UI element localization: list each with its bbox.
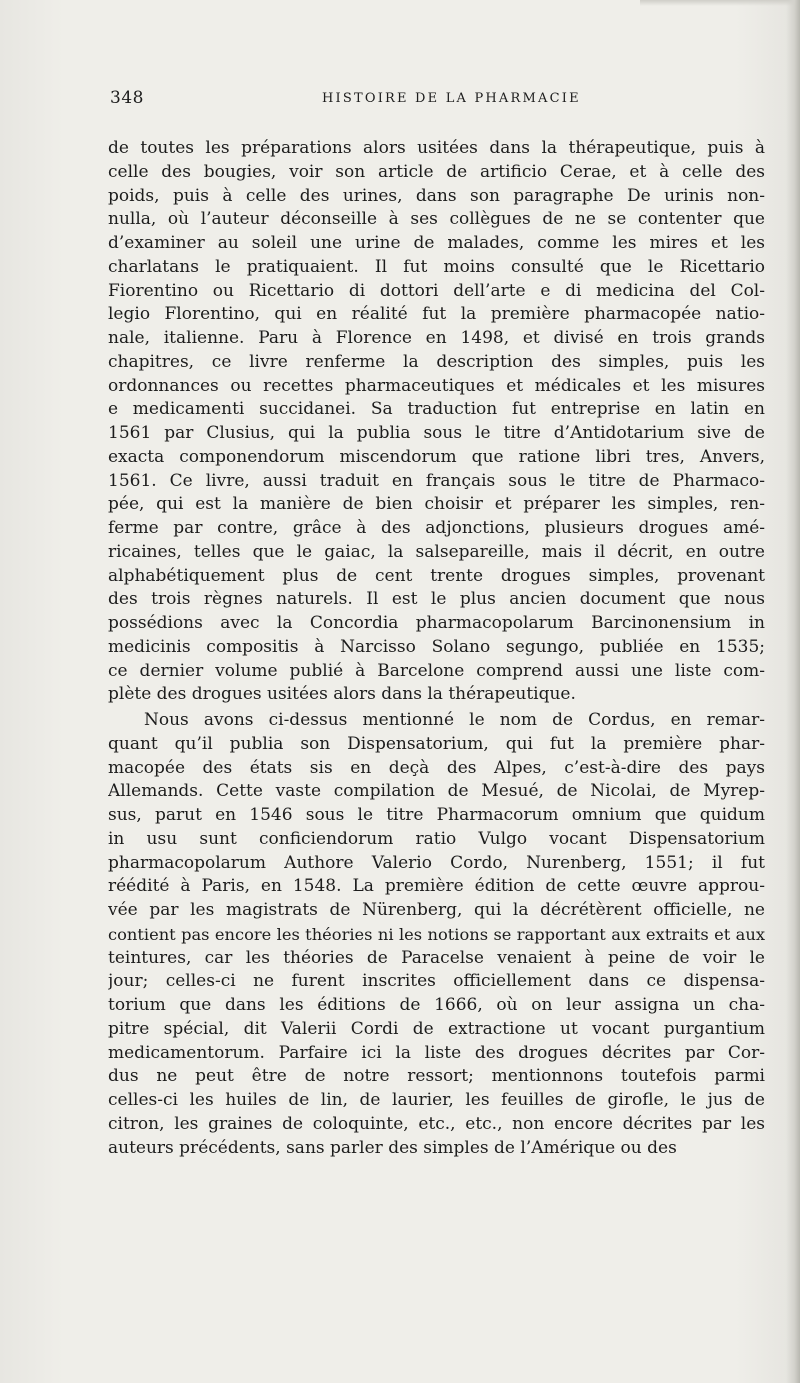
- page-top-shadow: [640, 0, 800, 6]
- paragraph: [108, 137, 765, 707]
- text-line: ricaines, telles que le gaiac, la salsepareille, mais il décrit, en outre: [108, 541, 765, 562]
- text-line: celle des bougies, voir son article de artificio Cerae, et à celle des: [108, 161, 765, 182]
- text-line: possédions avec la Concordia pharmacopolarum Barcinonensium in: [108, 613, 765, 633]
- text-line: Fiorentino ou Ricettario di dottori dell’arte e di medicina del Col-: [108, 280, 765, 301]
- text-line: 1561. Ce livre, aussi traduit en français sous le titre de Pharmaco-: [108, 470, 765, 491]
- text-line: nulla, où l’auteur déconseille à ses collègues de ne se contenter que: [108, 209, 765, 230]
- text-line: pée, qui est la manière de bien choisir et préparer les simples, ren-: [108, 494, 765, 515]
- text-line: de toutes les préparations alors usitées dans la thérapeutique, puis à: [108, 138, 765, 158]
- text-line: e medicamenti succidanei. Sa traduction fut entreprise en latin en: [108, 399, 765, 420]
- text-line: quant qu’il publia son Dispensatorium, qui fut la première phar-: [108, 733, 765, 754]
- text-line: teintures, car les théories de Paracelse venaient à peine de voir le: [108, 947, 765, 968]
- text-line: contient pas encore les théories ni les notions se rapportant aux extraits et aux: [108, 924, 765, 944]
- text-line: 1561 par Clusius, qui la publia sous le titre d’Antidotarium sive de: [108, 423, 765, 443]
- text-line: charlatans le pratiquaient. Il fut moins consulté que le Ricettario: [108, 256, 765, 277]
- body-text: [108, 137, 765, 1160]
- text-line: sus, parut en 1546 sous le titre Pharmacorum omnium que quidum: [108, 805, 765, 825]
- text-line: torium que dans les éditions de 1666, où on leur assigna un cha-: [108, 995, 765, 1015]
- text-line: ferme par contre, grâce à des adjonctions, plusieurs drogues amé-: [108, 518, 765, 538]
- text-line: des trois règnes naturels. Il est le plus ancien document que nous: [108, 589, 765, 610]
- text-line: citron, les graines de coloquinte, etc., etc., non encore décrites par les: [108, 1113, 765, 1134]
- text-line: ordonnances ou recettes pharmaceutiques et médicales et les misures: [108, 375, 765, 396]
- running-title: HISTOIRE DE LA PHARMACIE: [322, 91, 581, 106]
- text-line: ce dernier volume publié à Barcelone comprend aussi une liste com-: [108, 660, 765, 681]
- text-line: réédité à Paris, en 1548. La première édition de cette œuvre approu-: [108, 876, 765, 897]
- text-line: poids, puis à celle des urines, dans son paragraphe De urinis non-: [108, 185, 765, 206]
- text-line: nale, italienne. Paru à Florence en 1498, et divisé en trois grands: [108, 328, 765, 348]
- page-number: 348: [110, 88, 144, 108]
- text-line: in usu sunt conficiendorum ratio Vulgo vocant Dispensatorium: [108, 828, 765, 849]
- text-line: celles-ci les huiles de lin, de laurier, les feuilles de girofle, le jus de: [108, 1090, 765, 1110]
- text-line: pharmacopolarum Authore Valerio Cordo, Nurenberg, 1551; il fut: [108, 852, 765, 873]
- text-line: medicamentorum. Parfaire ici la liste des drogues décrites par Cor-: [108, 1042, 765, 1063]
- text-line: jour; celles-ci ne furent inscrites officiellement dans ce dispensa-: [108, 971, 765, 992]
- text-line: auteurs précédents, sans parler des simples de l’Amérique ou des: [108, 1137, 677, 1158]
- page-edge-shadow: [786, 0, 800, 1383]
- text-line: plète des drogues usitées alors dans la thérapeutique.: [108, 684, 576, 705]
- page-header: [110, 88, 770, 112]
- text-line: pitre spécial, dit Valerii Cordi de extractione ut vocant purgantium: [108, 1018, 765, 1039]
- text-line: macopée des états sis en deçà des Alpes, c’est-à-dire des pays: [108, 757, 765, 778]
- text-line: d’examiner au soleil une urine de malades, comme les mires et les: [108, 233, 765, 253]
- text-line: chapitres, ce livre renferme la description des simples, puis les: [108, 351, 765, 372]
- text-line: dus ne peut être de notre ressort; mentionnons toutefois parmi: [108, 1066, 765, 1087]
- text-line: alphabétiquement plus de cent trente drogues simples, provenant: [108, 565, 765, 586]
- text-line: exacta componendorum miscendorum que ratione libri tres, Anvers,: [108, 446, 765, 467]
- text-line: vée par les magistrats de Nürenberg, qui la décrétèrent officielle, ne: [108, 900, 765, 920]
- text-line: medicinis compositis à Narcisso Solano segungo, publiée en 1535;: [108, 636, 765, 657]
- paragraph: [108, 709, 765, 1160]
- text-line: Nous avons ci-dessus mentionné le nom de Cordus, en remar-: [144, 710, 765, 730]
- text-line: Allemands. Cette vaste compilation de Mesué, de Nicolai, de Myrep-: [108, 781, 765, 802]
- text-line: legio Florentino, qui en réalité fut la première pharmacopée natio-: [108, 304, 765, 325]
